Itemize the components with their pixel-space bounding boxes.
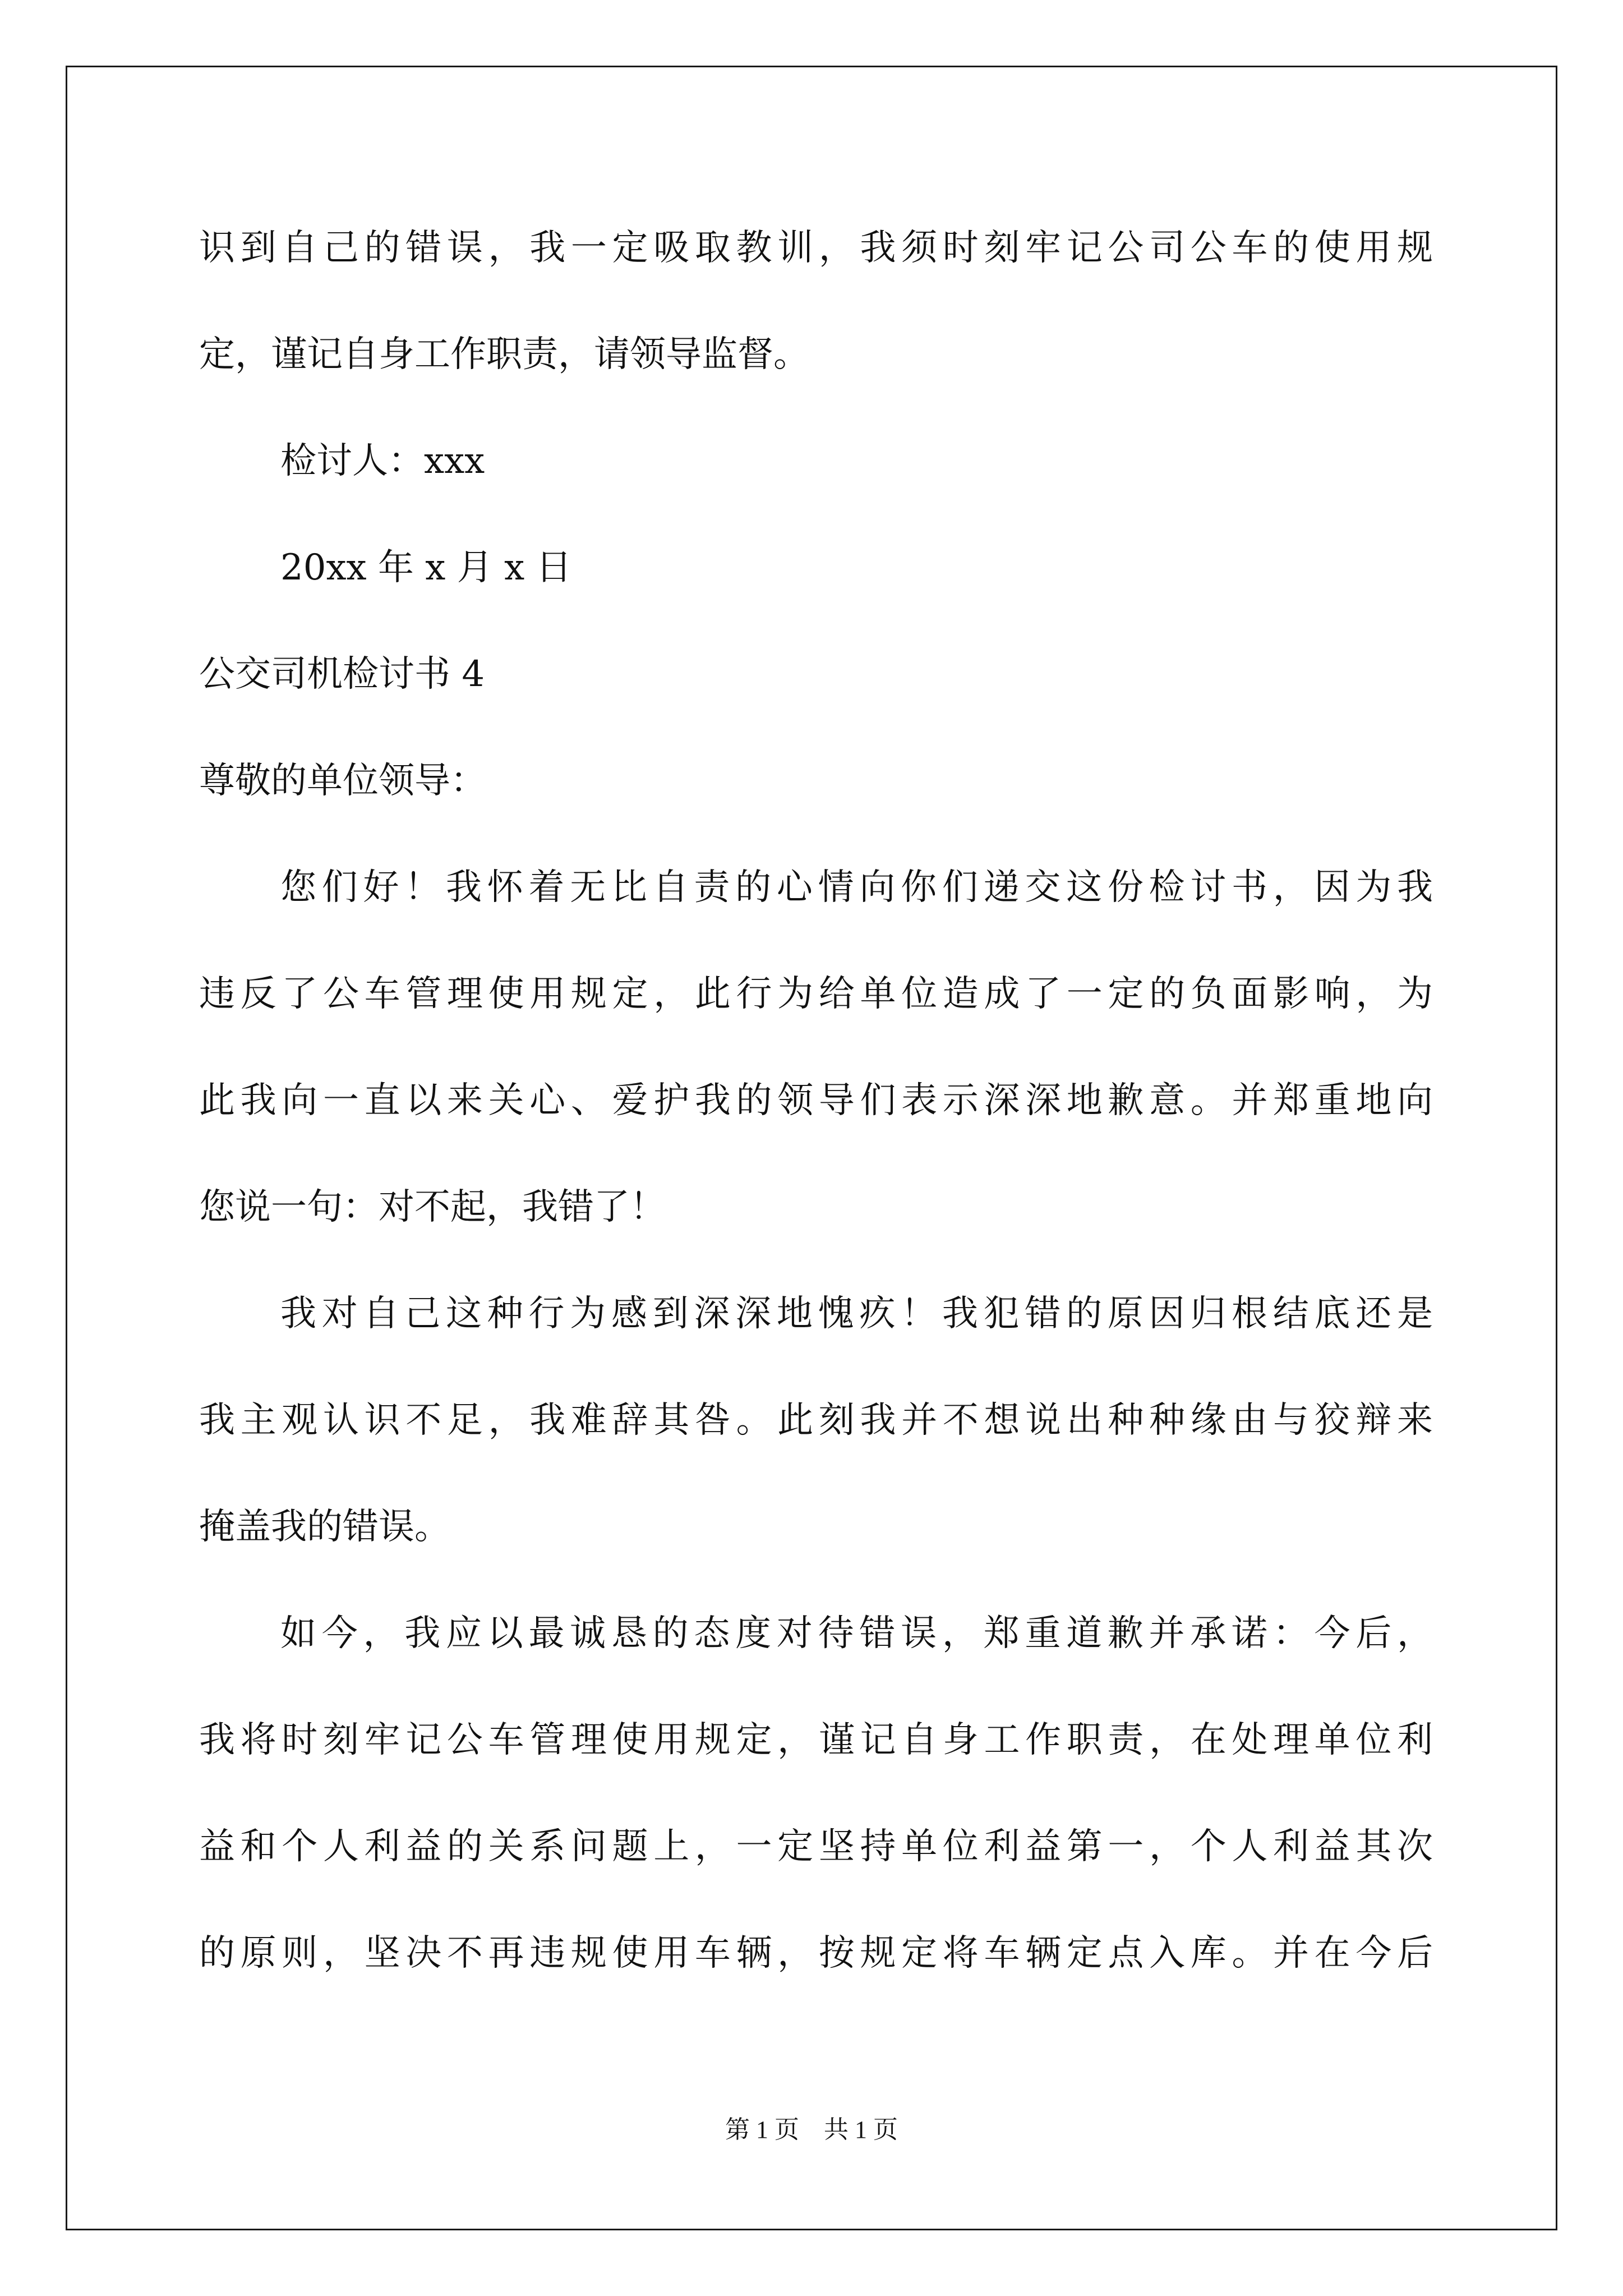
page-number-footer: 第 1 页 共 1 页 xyxy=(725,2116,898,2143)
paragraph-2-line-1: 我对自己这种行为感到深深地愧疚！我犯错的原因归根结底还是 xyxy=(280,1293,1433,1335)
paragraph-1-line-4: 您说一句：对不起，我错了！ xyxy=(199,1186,666,1228)
paragraph-3-line-1: 如今，我应以最诚恳的态度对待错误，郑重道歉并承诺：今后， xyxy=(280,1613,1433,1654)
salutation: 尊敬的单位领导： xyxy=(199,760,486,802)
paragraph-1-line-3: 此我向一直以来关心、爱护我的领导们表示深深地歉意。并郑重地向 xyxy=(199,1080,1433,1121)
paragraph-line-continuation-1: 识到自己的错误，我一定吸取教训，我须时刻牢记公司公车的使用规 xyxy=(199,227,1433,269)
paragraph-line-continuation-2: 定，谨记自身工作职责，请领导监督。 xyxy=(199,334,809,375)
date-line: 20xx 年 x 月 x 日 xyxy=(280,547,572,588)
paragraph-2-line-2: 我主观认识不足，我难辞其咎。此刻我并不想说出种种缘由与狡辩来 xyxy=(199,1400,1433,1441)
paragraph-2-line-3: 掩盖我的错误。 xyxy=(199,1506,450,1548)
section-title: 公交司机检讨书 4 xyxy=(199,654,485,695)
paragraph-1-line-2: 违反了公车管理使用规定，此行为给单位造成了一定的负面影响，为 xyxy=(199,973,1433,1015)
paragraph-1-line-1: 您们好！我怀着无比自责的心情向你们递交这份检讨书，因为我 xyxy=(280,867,1433,908)
page-border xyxy=(66,66,1557,2230)
signature-line: 检讨人：xxx xyxy=(280,440,485,482)
paragraph-3-line-3: 益和个人利益的关系问题上，一定坚持单位利益第一，个人利益其次 xyxy=(199,1826,1433,1867)
paragraph-3-line-2: 我将时刻牢记公车管理使用规定，谨记自身工作职责，在处理单位利 xyxy=(199,1719,1433,1761)
paragraph-3-line-4: 的原则，坚决不再违规使用车辆，按规定将车辆定点入库。并在今后 xyxy=(199,1932,1433,1974)
